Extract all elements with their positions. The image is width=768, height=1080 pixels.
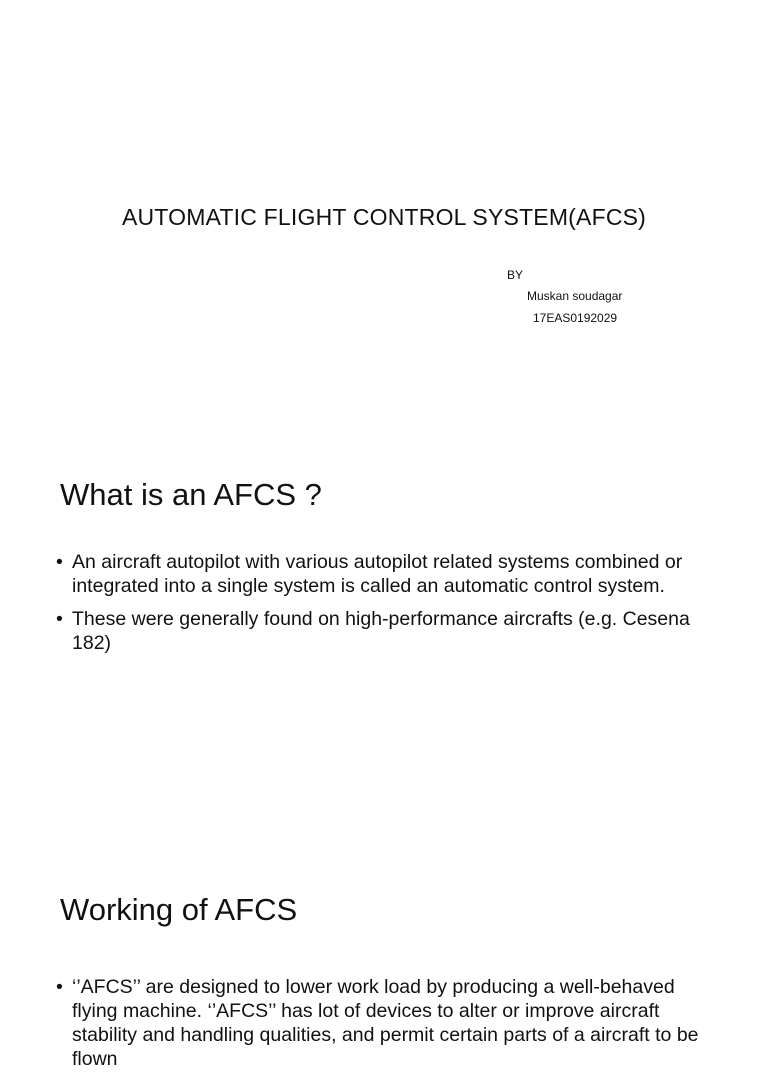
slide-heading: Working of AFCS <box>60 892 298 927</box>
slide-title: AUTOMATIC FLIGHT CONTROL SYSTEM(AFCS) <box>121 204 647 230</box>
bullet-text: These were generally found on high-performance aircrafts (e.g. Cesena 182) <box>72 608 690 654</box>
by-label: BY <box>507 268 524 282</box>
slide-heading: What is an AFCS ? <box>60 477 322 512</box>
bullet-text: ‘’AFCS’’ are designed to lower work load by producing a well-behaved flying machine. ‘’AFCS’’ has lot of devices to alter or improve aircraft stability and handling qualities, and permit certain parts of a aircraft to be flown <box>72 976 699 1070</box>
bullet-text: An aircraft autopilot with various autopilot related systems combined or integrated into a single system is called an automatic control system. <box>72 551 683 597</box>
bullet-item <box>56 975 716 1071</box>
roll-number: 17EAS0192029 <box>533 311 618 325</box>
bullet-item <box>56 607 716 655</box>
bullet-dot-icon: • <box>56 608 63 630</box>
author-name: Muskan soudagar <box>527 289 623 303</box>
bullet-list <box>56 550 716 664</box>
bullet-dot-icon: • <box>56 551 63 573</box>
bullet-item <box>56 550 716 598</box>
bullet-dot-icon: • <box>56 976 63 998</box>
bullet-list <box>56 975 716 1080</box>
